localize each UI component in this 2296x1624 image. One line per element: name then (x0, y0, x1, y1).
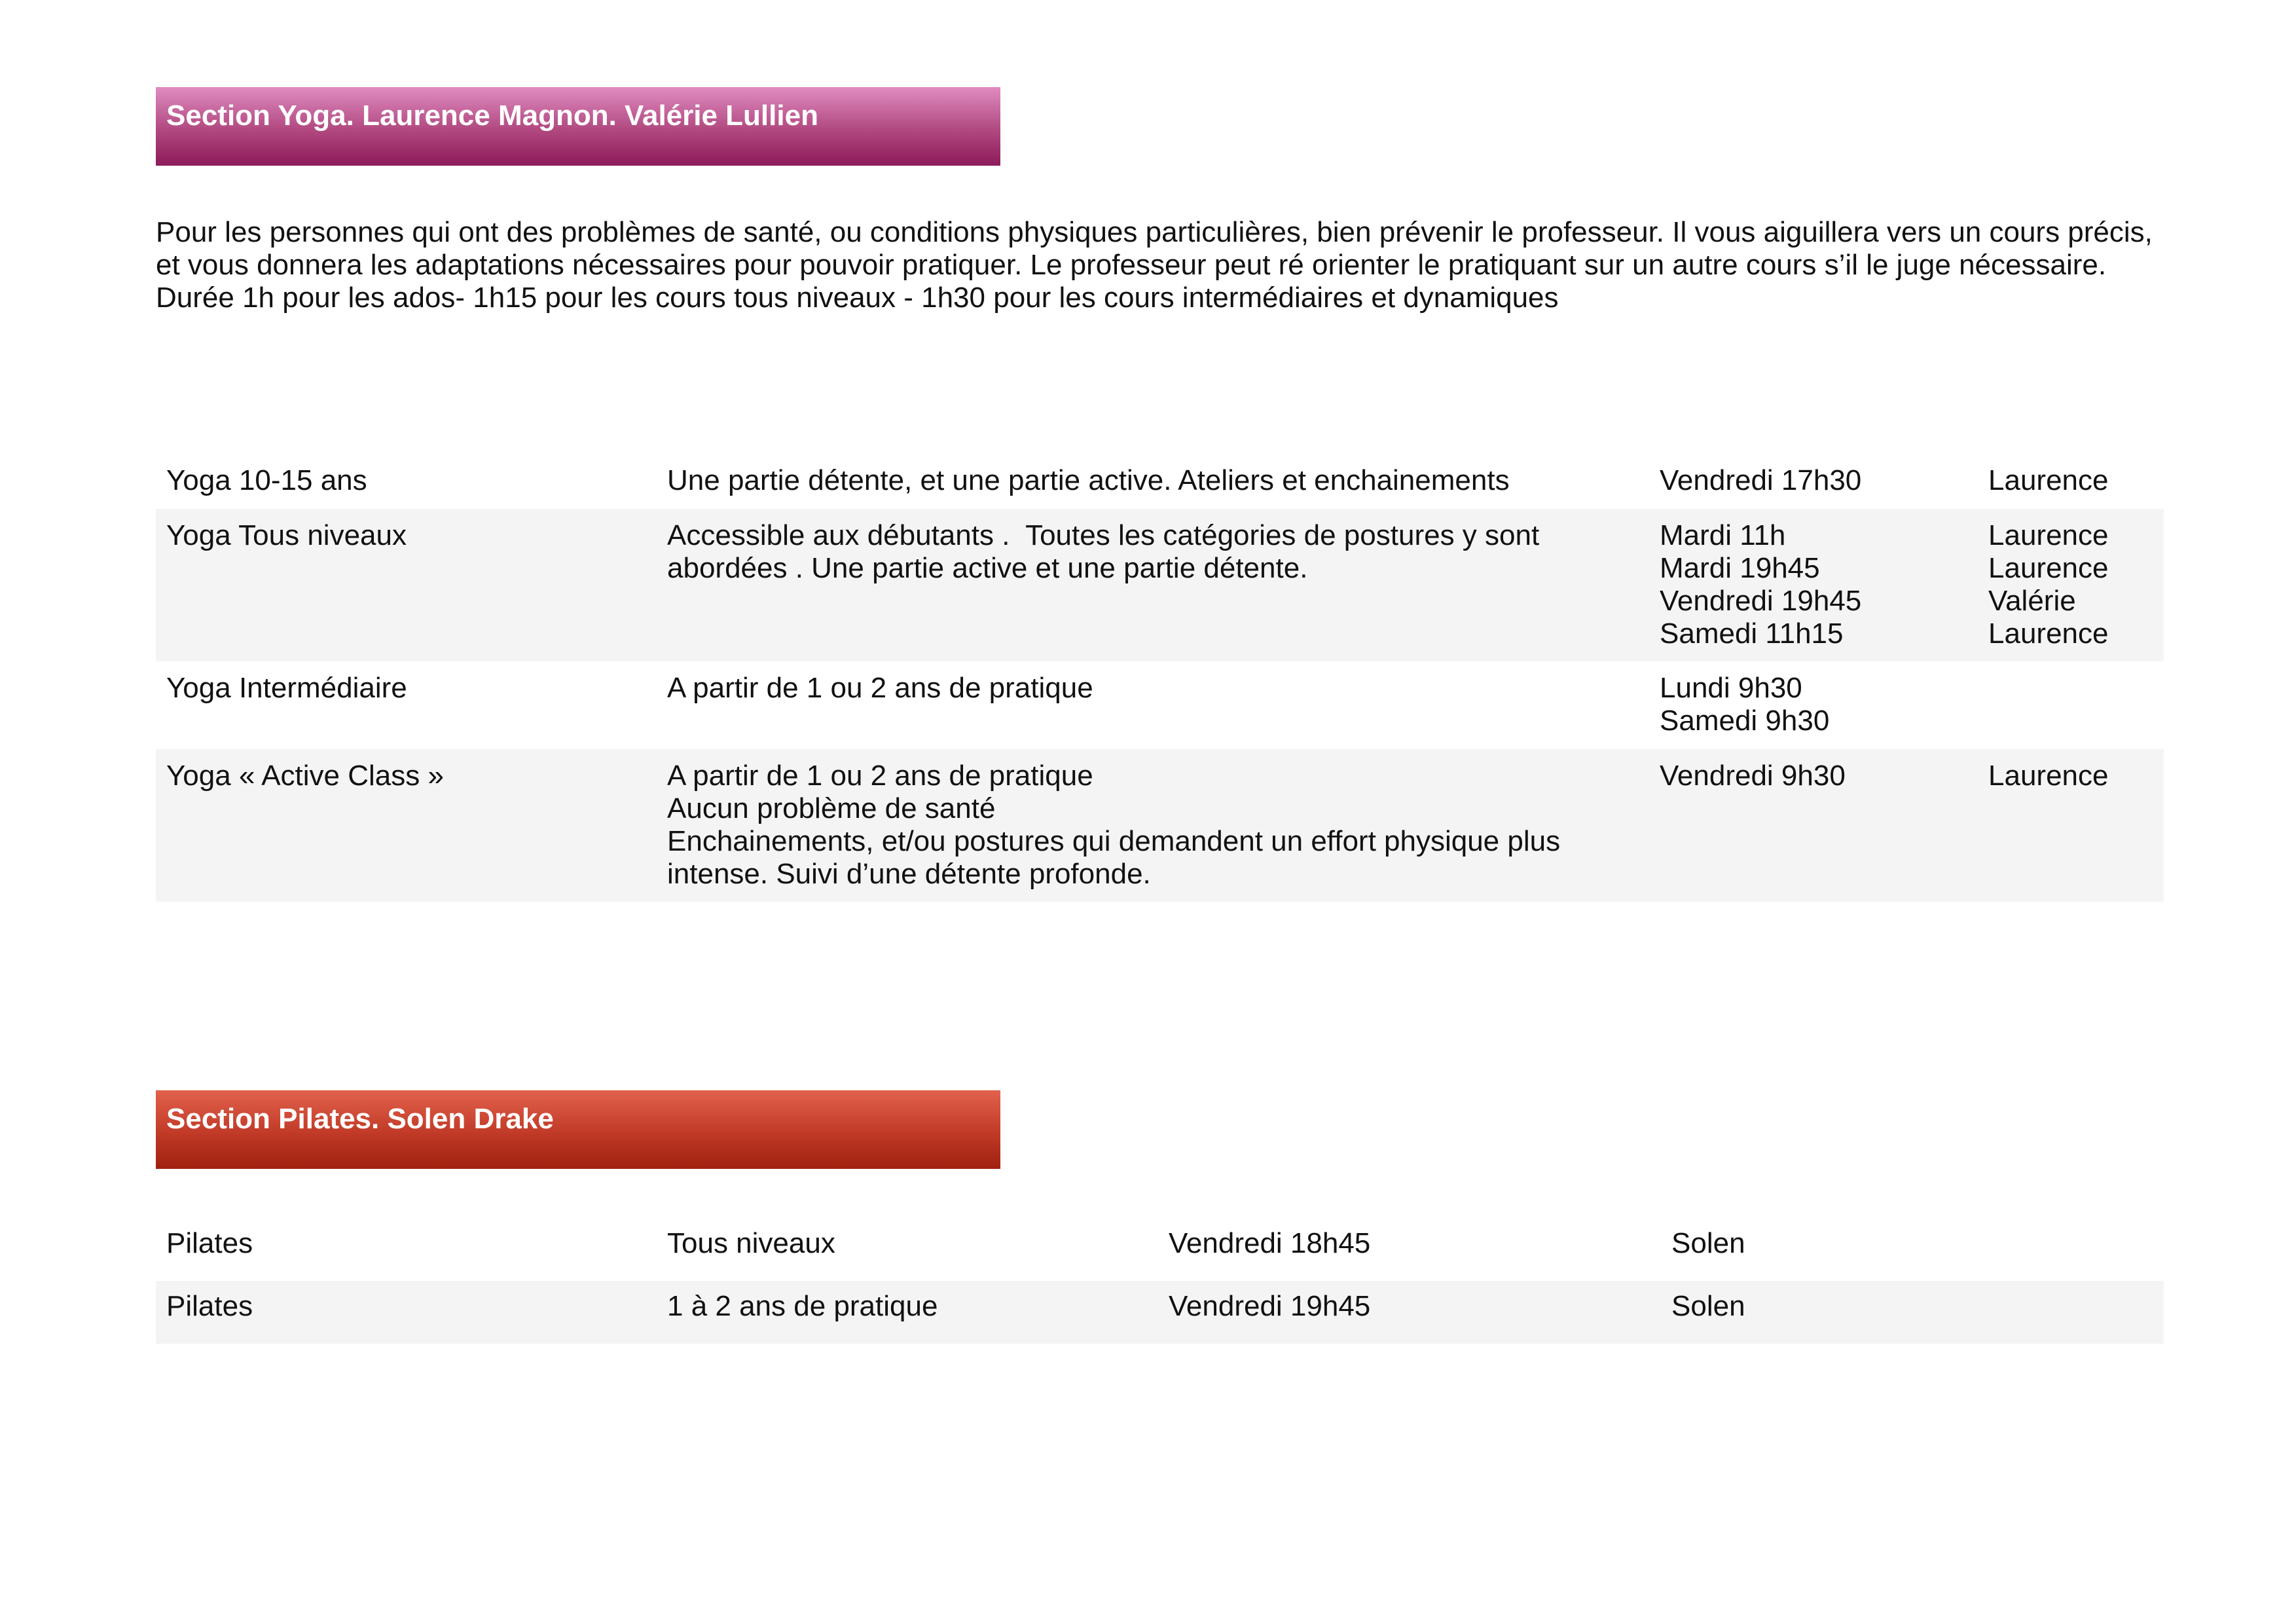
course-time: Vendredi 19h45 (1169, 1290, 1371, 1322)
course-description: Accessible aux débutants . Toutes les catégories de postures y sont abordées . Une partie active et une partie détente. (667, 519, 1548, 584)
yoga-intro (156, 216, 2172, 314)
yoga-section-title: Section Yoga. Laurence Magnon. Valérie Lullien (166, 100, 818, 132)
table-row (156, 449, 2164, 509)
table-row (156, 1218, 2164, 1281)
course-description: Une partie détente, et une partie active. Ateliers et enchainements (667, 464, 1510, 496)
course-description: A partir de 1 ou 2 ans de pratique (667, 672, 1093, 704)
yoga-section-header (156, 87, 1000, 166)
yoga-intro-paragraph: Pour les personnes qui ont des problèmes de santé, ou conditions physiques particulières, bien prévenir le professeur. Il vous aiguillera vers un cours précis, et vous donnera les adaptations nécessaires pour pouvoir pratiquer. Le professeur peut ré orienter le pratiquant sur un autre cours s’il le juge nécessaire. (156, 216, 2153, 281)
course-times: Vendredi 9h30 (1660, 760, 1846, 792)
course-teacher: Solen (1671, 1290, 1745, 1322)
course-times: Lundi 9h30 Samedi 9h30 (1660, 672, 1830, 737)
course-level: 1 à 2 ans de pratique (667, 1290, 938, 1322)
course-name: Pilates (166, 1227, 253, 1259)
course-teachers (1978, 661, 2164, 749)
yoga-duration-note: Durée 1h pour les ados- 1h15 pour les cours tous niveaux - 1h30 pour les cours intermédiaires et dynamiques (156, 282, 1559, 314)
table-row (156, 1281, 2164, 1344)
pilates-section-header (156, 1090, 1000, 1169)
course-name: Pilates (166, 1290, 253, 1322)
course-times: Mardi 11h Mardi 19h45 Vendredi 19h45 Samedi 11h15 (1660, 519, 1862, 650)
course-time: Vendredi 18h45 (1169, 1227, 1371, 1259)
pilates-section-title: Section Pilates. Solen Drake (166, 1103, 554, 1135)
table-row (156, 749, 2164, 902)
course-name: Yoga Tous niveaux (166, 519, 407, 551)
course-name: Yoga Intermédiaire (166, 672, 407, 704)
course-teachers: Laurence (1988, 760, 2109, 792)
course-times: Vendredi 17h30 (1660, 464, 1862, 496)
course-description: A partir de 1 ou 2 ans de pratique Aucun problème de santé Enchainements, et/ou postures qui demandent un effort physique plus intense. Suivi d’une détente profonde. (667, 760, 1569, 890)
yoga-schedule-table (156, 449, 2164, 902)
table-row (156, 661, 2164, 749)
table-row (156, 509, 2164, 661)
course-name: Yoga 10-15 ans (166, 464, 367, 496)
course-teacher: Solen (1671, 1227, 1745, 1259)
course-teachers: Laurence Laurence Valérie Laurence (1988, 519, 2109, 650)
pilates-schedule-table (156, 1218, 2164, 1344)
course-level: Tous niveaux (667, 1227, 835, 1259)
course-name: Yoga « Active Class » (166, 760, 444, 792)
course-teachers: Laurence (1988, 464, 2109, 496)
